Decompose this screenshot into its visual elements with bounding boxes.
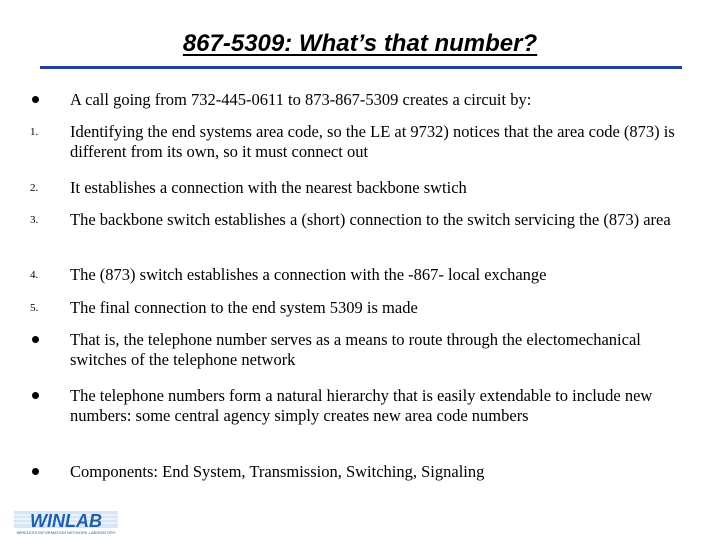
list-item-text: A call going from 732-445-0611 to 873-867-5309 creates a circuit by: bbox=[70, 90, 532, 109]
logo-tagline: WIRELESS INFORMATION NETWORK LABORATORY bbox=[16, 530, 116, 535]
list-number: 5. bbox=[30, 302, 39, 314]
list-item-text: That is, the telephone number serves as a means to route through the electomechanical switches of the telephone network bbox=[70, 330, 641, 369]
list-item-text: The backbone switch establishes a (short) connection to the switch servicing the (873) area bbox=[70, 210, 671, 229]
list-number: 4. bbox=[30, 269, 39, 281]
list-item-text: The (873) switch establishes a connection with the -867- local exchange bbox=[70, 265, 547, 284]
list-item-text: The final connection to the end system 5309 is made bbox=[70, 298, 418, 317]
list-item-text: It establishes a connection with the nearest backbone swtich bbox=[70, 178, 467, 197]
logo-wordmark: WINLAB bbox=[30, 511, 102, 531]
list-item-text: Components: End System, Transmission, Switching, Signaling bbox=[70, 462, 485, 481]
list-number: 3. bbox=[30, 214, 39, 226]
list-item-text: The telephone numbers form a natural hierarchy that is easily extendable to include new numbers: some central agency simply creates new area code numbers bbox=[70, 386, 653, 425]
winlab-logo-graphic bbox=[14, 507, 118, 535]
winlab-logo bbox=[14, 507, 118, 535]
slide-title: 867-5309: What’s that number? bbox=[182, 30, 538, 57]
list-number: 2. bbox=[30, 182, 39, 194]
list-number: 1. bbox=[30, 126, 39, 138]
list-item-text: Identifying the end systems area code, so the LE at 9732) notices that the area code (873) is different from its own, so it must connect out bbox=[70, 122, 675, 161]
